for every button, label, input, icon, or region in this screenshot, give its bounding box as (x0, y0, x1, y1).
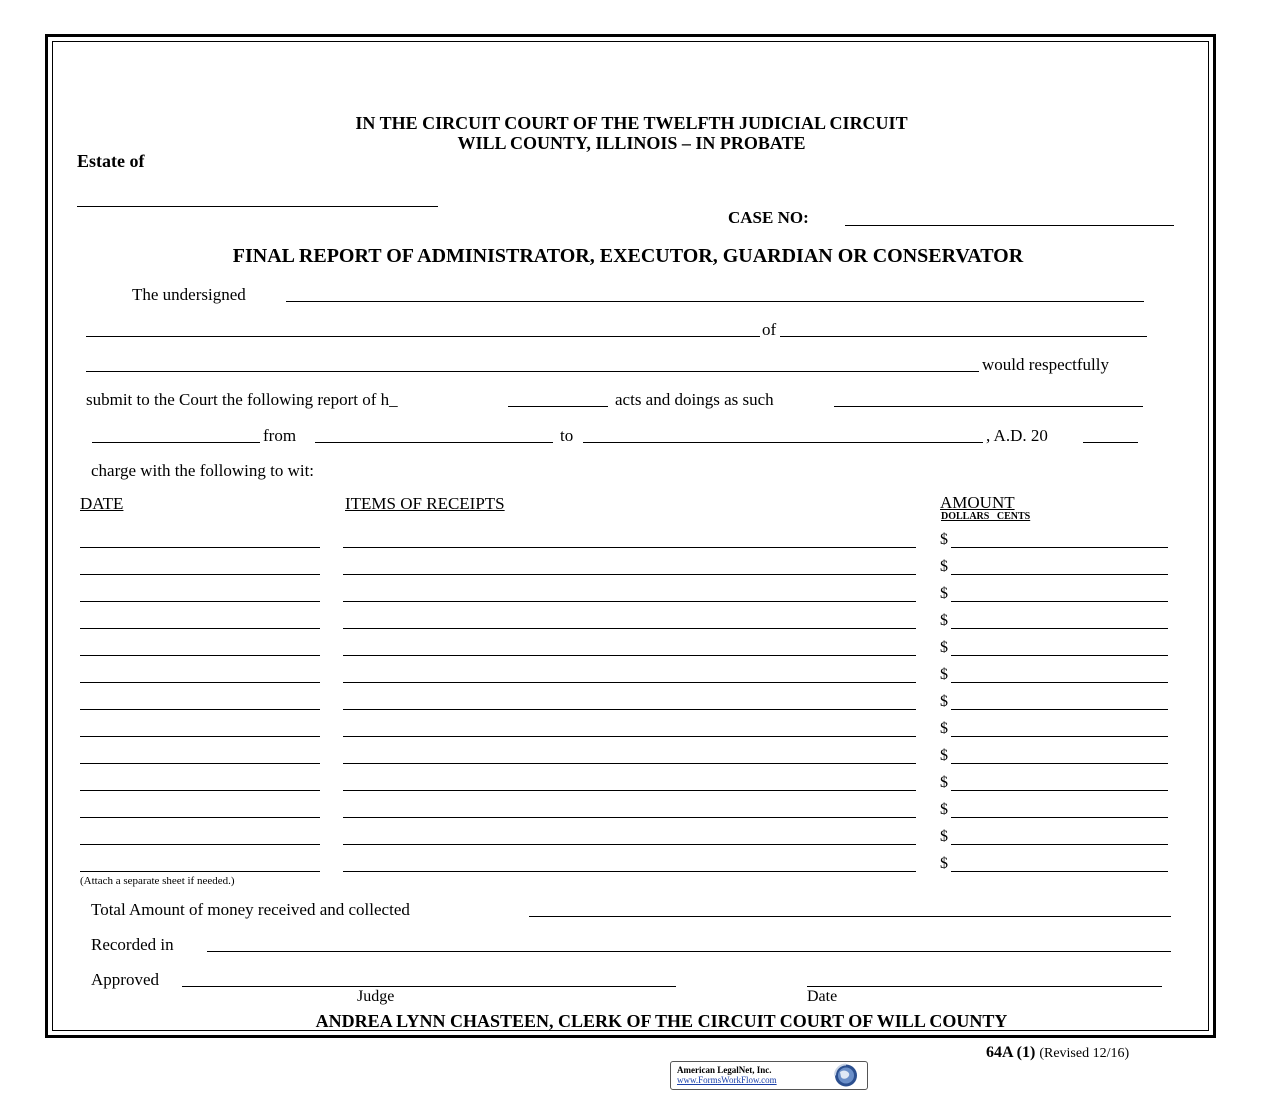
row-item-field[interactable] (343, 736, 916, 737)
submit-label: submit to the Court the following report of h_ (86, 390, 398, 409)
charge-label: charge with the following to wit: (91, 461, 315, 480)
date-column-header: DATE (80, 494, 124, 513)
pronoun-field[interactable] (508, 406, 608, 407)
court-header-line1: IN THE CIRCUIT COURT OF THE TWELFTH JUDICIAL CIRCUIT (355, 113, 908, 133)
row-amount-field[interactable] (951, 709, 1168, 710)
form-border (45, 34, 1216, 1038)
date-label: Date (807, 988, 838, 1005)
row-amount-field[interactable] (951, 628, 1168, 629)
row-date-field[interactable] (80, 655, 320, 656)
amount-subheader: DOLLARS CENTS (941, 511, 1031, 522)
row-amount-field[interactable] (951, 601, 1168, 602)
to-label: to (560, 426, 574, 445)
row-date-field[interactable] (80, 871, 320, 872)
estate-name-field[interactable] (77, 206, 438, 207)
row-item-field[interactable] (343, 601, 916, 602)
dollar-sign: $ (940, 531, 948, 548)
row-item-field[interactable] (343, 547, 916, 548)
row-date-field[interactable] (80, 601, 320, 602)
undersigned-label: The undersigned (132, 285, 246, 304)
dollar-sign: $ (940, 720, 948, 737)
row-item-field[interactable] (343, 574, 916, 575)
dollar-sign: $ (940, 747, 948, 764)
total-label: Total Amount of money received and collected (91, 900, 410, 919)
row-item-field[interactable] (343, 763, 916, 764)
dollar-sign: $ (940, 612, 948, 629)
would-respectfully-label: would respectfully (982, 355, 1109, 374)
dollar-sign: $ (940, 693, 948, 710)
row-date-field[interactable] (80, 763, 320, 764)
row-amount-field[interactable] (951, 655, 1168, 656)
row-amount-field[interactable] (951, 763, 1168, 764)
row-date-field[interactable] (80, 817, 320, 818)
court-header (0, 113, 1263, 153)
representative-field[interactable] (86, 336, 760, 337)
undersigned-field[interactable] (286, 301, 1144, 302)
from-label: from (263, 426, 297, 445)
case-no-field[interactable] (845, 225, 1174, 226)
row-date-field[interactable] (80, 628, 320, 629)
dollar-sign: $ (940, 666, 948, 683)
globe-icon (831, 1063, 861, 1088)
dollar-sign: $ (940, 828, 948, 845)
year-field[interactable] (1083, 442, 1138, 443)
dollar-sign: $ (940, 585, 948, 602)
ad-label: , A.D. 20 (986, 426, 1048, 445)
form-number-block (986, 1044, 1129, 1062)
capacity-title-field[interactable] (92, 442, 260, 443)
row-amount-field[interactable] (951, 547, 1168, 548)
from-date-field[interactable] (315, 442, 553, 443)
row-item-field[interactable] (343, 817, 916, 818)
revised-date: (Revised 12/16) (1039, 1046, 1130, 1061)
form-title: FINAL REPORT OF ADMINISTRATOR, EXECUTOR, GUARDIAN OR CONSERVATOR (232, 245, 1024, 267)
row-amount-field[interactable] (951, 844, 1168, 845)
dollar-sign: $ (940, 558, 948, 575)
row-amount-field[interactable] (951, 574, 1168, 575)
acts-doings-label: acts and doings as such (615, 390, 774, 409)
row-amount-field[interactable] (951, 790, 1168, 791)
row-date-field[interactable] (80, 682, 320, 683)
row-date-field[interactable] (80, 790, 320, 791)
logo-company: American LegalNet, Inc. (677, 1065, 772, 1075)
row-date-field[interactable] (80, 844, 320, 845)
row-item-field[interactable] (343, 844, 916, 845)
case-no-label: CASE NO: (728, 208, 809, 227)
dollar-sign: $ (940, 774, 948, 791)
row-date-field[interactable] (80, 547, 320, 548)
amount-column-header: AMOUNT (940, 493, 1015, 512)
dollar-sign: $ (940, 801, 948, 818)
row-item-field[interactable] (343, 790, 916, 791)
form-number: 64A (1) (986, 1044, 1036, 1061)
row-amount-field[interactable] (951, 871, 1168, 872)
items-column-header: ITEMS OF RECEIPTS (345, 494, 505, 513)
row-amount-field[interactable] (951, 736, 1168, 737)
row-amount-field[interactable] (951, 817, 1168, 818)
clerk-name: ANDREA LYNN CHASTEEN, CLERK OF THE CIRCUIT COURT OF WILL COUNTY (315, 1011, 1008, 1031)
row-item-field[interactable] (343, 682, 916, 683)
capacity-field[interactable] (834, 406, 1143, 407)
to-date-field[interactable] (583, 442, 983, 443)
row-date-field[interactable] (80, 736, 320, 737)
row-item-field[interactable] (343, 628, 916, 629)
judge-signature-field[interactable] (182, 986, 676, 987)
row-amount-field[interactable] (951, 682, 1168, 683)
row-item-field[interactable] (343, 709, 916, 710)
of-estate-field[interactable] (780, 336, 1147, 337)
dollar-sign: $ (940, 855, 948, 872)
dollar-sign: $ (940, 639, 948, 656)
recorded-label: Recorded in (91, 935, 174, 954)
recorded-field[interactable] (207, 951, 1171, 952)
row-item-field[interactable] (343, 655, 916, 656)
estate-label: Estate of (77, 151, 145, 171)
row-item-field[interactable] (343, 871, 916, 872)
approved-label: Approved (91, 970, 159, 989)
total-field[interactable] (529, 916, 1171, 917)
row-date-field[interactable] (80, 709, 320, 710)
of-label: of (762, 320, 777, 339)
approval-date-field[interactable] (807, 986, 1162, 987)
judge-label: Judge (357, 988, 395, 1005)
court-header-line2: WILL COUNTY, ILLINOIS – IN PROBATE (457, 133, 806, 153)
row-date-field[interactable] (80, 574, 320, 575)
legalnet-logo[interactable] (670, 1061, 868, 1090)
logo-url[interactable]: www.FormsWorkFlow.com (677, 1075, 777, 1085)
continuation-field[interactable] (86, 371, 979, 372)
attach-note: (Attach a separate sheet if needed.) (80, 875, 235, 887)
